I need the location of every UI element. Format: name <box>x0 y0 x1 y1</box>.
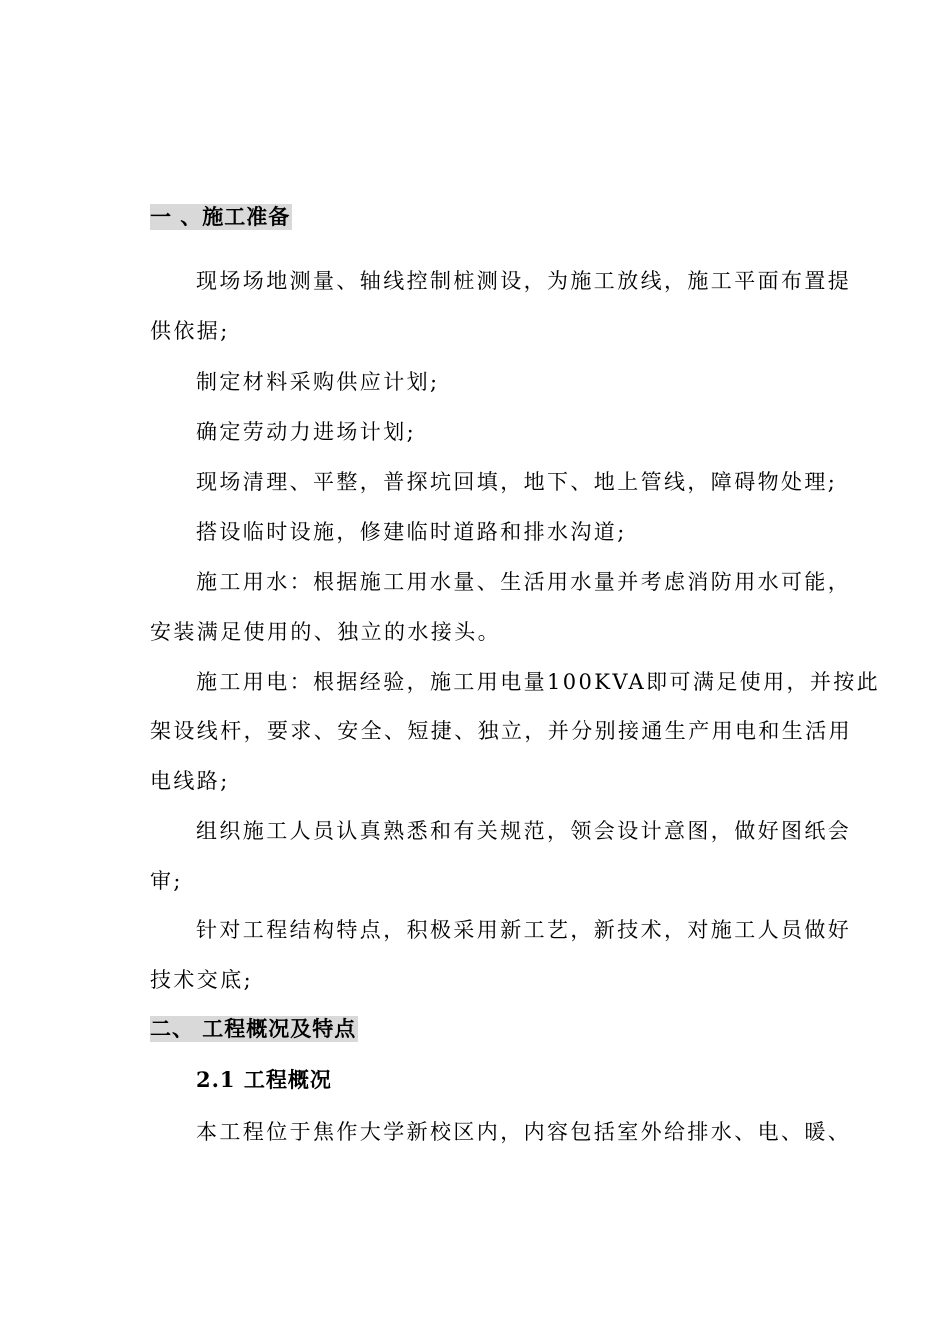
paragraph-line: 架设线杆，要求、安全、短捷、独立，并分别接通生产用电和生活用 <box>150 719 852 743</box>
paragraph-line: 本工程位于焦作大学新校区内，内容包括室外给排水、电、暖、 <box>196 1120 852 1144</box>
paragraph-line: 审; <box>150 869 183 893</box>
paragraph-line: 组织施工人员认真熟悉和有关规范，领会设计意图，做好图纸会 <box>196 819 852 843</box>
paragraph-line: 技术交底; <box>150 968 254 992</box>
section-1-heading: 一 、施工准备 <box>150 204 291 229</box>
paragraph-line: 电线路; <box>150 769 230 793</box>
paragraph-line: 施工用电：根据经验，施工用电量100KVA即可满足使用，并按此 <box>196 670 881 694</box>
paragraph-line: 现场清理、平整，普探坑回填，地下、地上管线，障碍物处理; <box>196 470 838 494</box>
paragraph-line: 现场场地测量、轴线控制桩测设，为施工放线，施工平面布置提 <box>196 269 852 293</box>
paragraph-line: 针对工程结构特点，积极采用新工艺，新技术，对施工人员做好 <box>196 918 852 942</box>
paragraph-line: 施工用水：根据施工用水量、生活用水量并考虑消防用水可能， <box>196 570 852 594</box>
subsection-heading: 2.1 工程概况 <box>196 1067 332 1092</box>
paragraph-line: 确定劳动力进场计划; <box>196 420 417 444</box>
paragraph-line: 搭设临时设施，修建临时道路和排水沟道; <box>196 520 627 544</box>
paragraph-line: 供依据; <box>150 319 230 343</box>
section-2-heading: 二、 工程概况及特点 <box>150 1016 357 1041</box>
paragraph-line: 安装满足使用的、独立的水接头。 <box>150 620 501 644</box>
paragraph-line: 制定材料采购供应计划; <box>196 370 440 394</box>
